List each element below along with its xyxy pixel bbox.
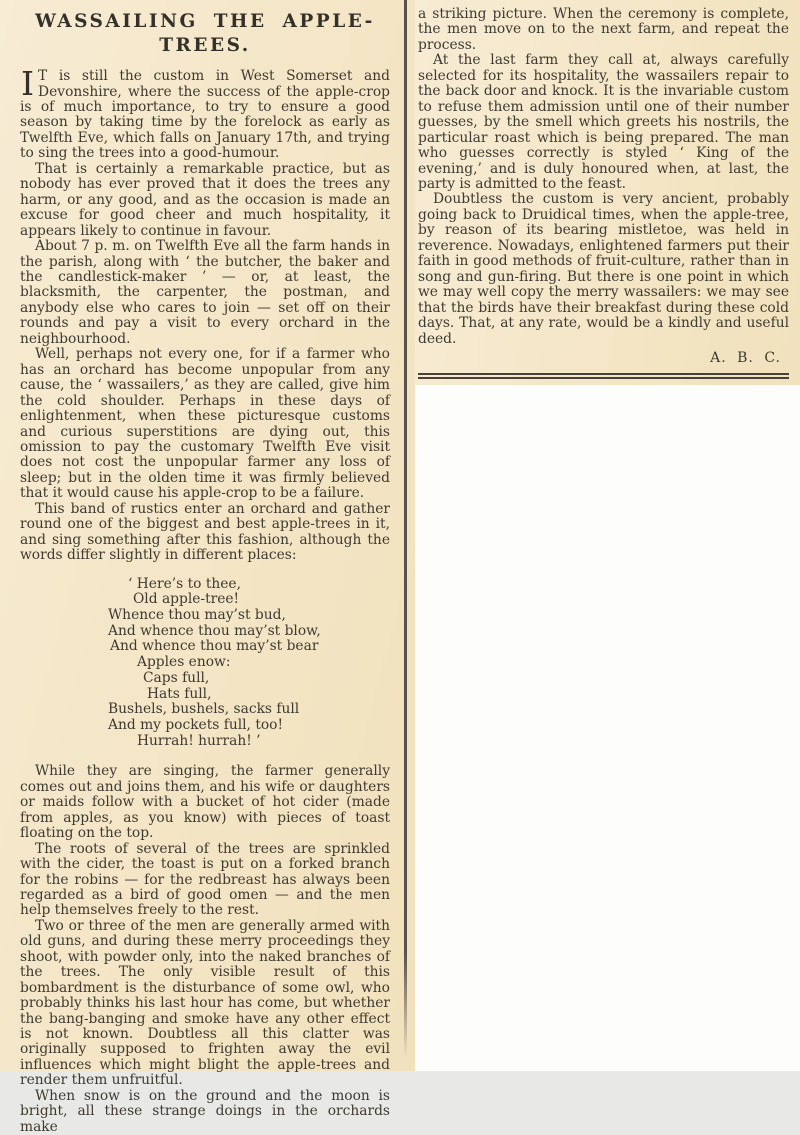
column-divider-rule <box>404 0 407 1058</box>
paragraph: Two or three of the men are generally armed with old guns, and during these merry proceedings they shoot, with powder only, into the naked branches of the trees. The only visible result of this bombardment is the disturbance of some owl, who probably thinks his last hour has come, but whether the bang-banging and smoke have any other effect is not known. Doubtless all this clatter was originally supposed to frighten away the evil influences which might blight the apple-trees and render them unfruitful. <box>20 917 390 1089</box>
paragraph: When snow is on the ground and the moon is bright, all these strange doings in the orchards make <box>20 1087 390 1135</box>
paragraph: a striking picture. When the ceremony is complete, the men move on to the next farm, and repeat the process. <box>418 6 789 53</box>
end-of-article-double-rule <box>418 373 789 380</box>
author-signature: A. B. C. <box>710 349 781 366</box>
drop-cap: I <box>21 64 35 104</box>
paragraph: The roots of several of the trees are sprinkled with the cider, the toast is put on a forked branch for the robins — for the redbreast has always been regarded as a bird of good omen — and the men help themselves freely to the rest. <box>20 840 390 919</box>
poem-line: And my pockets full, too! <box>108 716 284 733</box>
poem-line: Hats full, <box>147 685 212 702</box>
left-column <box>20 64 390 1135</box>
poem-line: Apples enow: <box>137 654 231 671</box>
poem-line: Old apple-tree! <box>133 591 240 608</box>
paragraph: While they are singing, the farmer generally comes out and joins them, and his wife or daughters or maids follow with a bucket of hot cider (made from apples, as you know) with pieces of toast floating on the top. <box>20 763 390 842</box>
article-title: WASSAILING THE APPLE-TREES. <box>35 11 375 57</box>
paragraph: Doubtless the custom is very ancient, probably going back to Druidical times, when the apple-tree, by reason of its bearing mistletoe, was held in reverence. Nowadays, enlightened farmers put their faith in good methods of fruit-culture, rather than in song and gun-firing. But there is one point in which we may well copy the merry wassailers: we may see that the birds have their breakfast during these cold days. That, at any rate, would be a kindly and useful deed. <box>418 191 789 347</box>
wassail-song-poem <box>108 577 390 750</box>
paragraph: That is certainly a remarkable practice, but as nobody has ever proved that it does the trees any harm, or any good, and as the occasion is made an excuse for good cheer and much hospitality, it appears likely to continue in favour. <box>20 160 390 239</box>
poem-line: Whence thou may’st bud, <box>108 607 286 623</box>
poem-line: Bushels, bushels, sacks full <box>108 701 300 718</box>
poem-line: Caps full, <box>143 669 210 686</box>
paragraph: Well, perhaps not every one, for if a farmer who has an orchard has become unpopular from any cause, the ‘ wassailers,’ as they are called, give him the cold shoulder. Perhaps in these days of enlightenment, when these picturesque customs and curious superstitions are dying out, this omission to pay the customary Twelfth Eve visit does not cost the unpopular farmer any loss of sleep; but in the olden time it was firmly believed that it would cause his apple-crop to be a failure. <box>20 346 390 502</box>
right-scan-area <box>415 0 800 1071</box>
right-column-paper <box>415 0 800 385</box>
paragraph: This band of rustics enter an orchard and gather round one of the biggest and best apple-trees in it, and sing something after this fashion, although the words differ slightly in different places: <box>20 500 390 564</box>
paragraph <box>20 64 390 162</box>
paragraph: At the last farm they call at, always carefully selected for its hospitality, the wassailers repair to the back door and knock. It is the invariable custom to refuse them admission until one of their number guesses, by the smell which greets his nostrils, the particular roast which is being prepared. The man who guesses correctly is styled ‘ King of the evening,’ and is duly honoured when, at last, the party is admitted to the feast. <box>418 52 789 192</box>
poem-line: ‘ Here’s to thee, <box>128 575 241 592</box>
poem-line: Hurrah! hurrah! ’ <box>137 732 261 749</box>
poem-line: And whence thou may’st bear <box>110 638 319 655</box>
paragraph: About 7 p. m. on Twelfth Eve all the farm hands in the parish, along with ‘ the butcher, the baker and the candlestick-maker ’ — or, at least, the blacksmith, the carpenter, the postman, and anybody else who cares to join — set off on their rounds and pay a visit to every orchard in the neighbourhood. <box>20 238 390 347</box>
poem-line: And whence thou may’st blow, <box>108 622 321 639</box>
paragraph-text: T is still the custom in West Somerset and Devonshire, where the success of the apple-crop is of much importance, to try to ensure a good season by taking time by the forelock as early as Twelfth Eve, which falls on January 17th, and trying to sing the trees into a good-humour. <box>20 68 390 162</box>
